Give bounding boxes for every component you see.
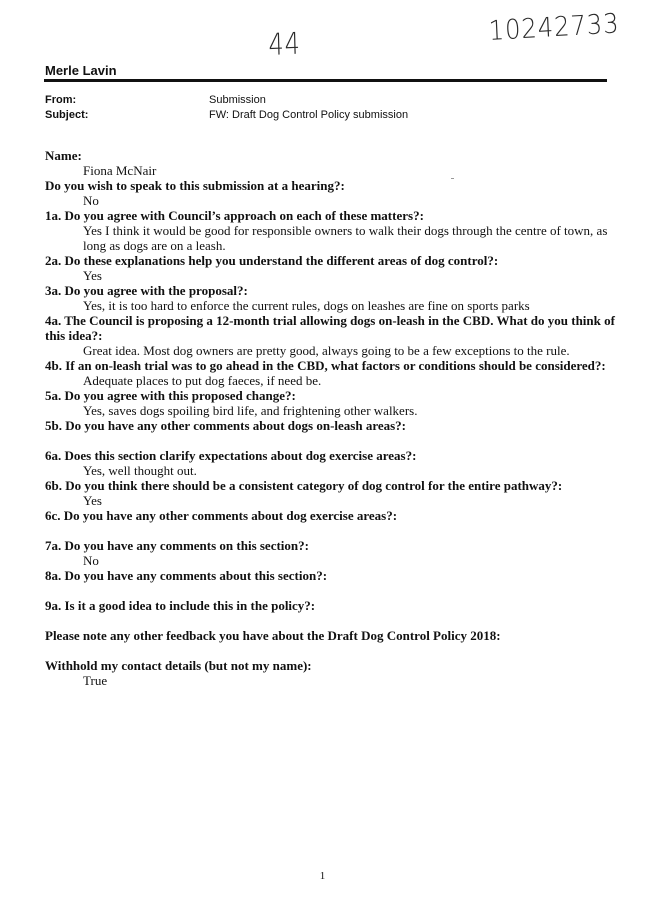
answer-4a: Great idea. Most dog owners are pretty good, always going to be a few exceptions to the rule.: [83, 343, 570, 358]
answer-gap: [45, 643, 615, 658]
answer-6b: Yes: [83, 493, 102, 508]
answer-5a: Yes, saves dogs spoiling bird life, and frightening other walkers.: [83, 403, 418, 418]
subject-label: Subject:: [45, 109, 89, 121]
name-value: Fiona McNair: [83, 163, 157, 178]
handwritten-reference: 10242733: [488, 8, 621, 47]
answer-4b: Adequate places to put dog faeces, if need be.: [83, 373, 322, 388]
from-label: From:: [45, 94, 77, 106]
header-divider: [44, 79, 607, 82]
answer-gap: [45, 523, 615, 538]
name-label: Name:: [45, 148, 82, 163]
question-9a: 9a. Is it a good idea to include this in the policy?:: [45, 598, 316, 613]
question-6c: 6c. Do you have any other comments about dog exercise areas?:: [45, 508, 398, 523]
subject-value: FW: Draft Dog Control Policy submission: [209, 109, 409, 121]
question-feedback: Please note any other feedback you have about the Draft Dog Control Policy 2018:: [45, 628, 501, 643]
answer-hearing: No: [83, 193, 99, 208]
answer-3a: Yes, it is too hard to enforce the current rules, dogs on leashes are fine on sports parks: [83, 298, 530, 313]
answer-gap: [45, 583, 615, 598]
answer-2a: Yes: [83, 268, 102, 283]
handwritten-number: 44: [268, 26, 302, 63]
answer-gap: [45, 433, 615, 448]
question-hearing: Do you wish to speak to this submission at a hearing?:: [45, 178, 345, 193]
submission-body: [45, 148, 615, 688]
answer-withhold: True: [83, 673, 108, 688]
answer-6a: Yes, well thought out.: [83, 463, 197, 478]
question-5a: 5a. Do you agree with this proposed change?:: [45, 388, 296, 403]
question-6b: 6b. Do you think there should be a consistent category of dog control for the entire pathway?:: [45, 478, 563, 493]
question-4b: 4b. If an on-leash trial was to go ahead in the CBD, what factors or conditions should be considered?:: [45, 358, 606, 373]
question-2a: 2a. Do these explanations help you understand the different areas of dog control?:: [45, 253, 499, 268]
question-6a: 6a. Does this section clarify expectations about dog exercise areas?:: [45, 448, 417, 463]
sender-name: Merle Lavin: [45, 63, 117, 78]
question-7a: 7a. Do you have any comments on this section?:: [45, 538, 309, 553]
question-8a: 8a. Do you have any comments about this section?:: [45, 568, 328, 583]
answer-7a: No: [83, 553, 99, 568]
page-number: 1: [319, 870, 326, 882]
question-1a: 1a. Do you agree with Council’s approach on each of these matters?:: [45, 208, 424, 223]
question-3a: 3a. Do you agree with the proposal?:: [45, 283, 248, 298]
from-value: Submission: [209, 94, 266, 106]
question-5b: 5b. Do you have any other comments about dogs on-leash areas?:: [45, 418, 407, 433]
question-withhold: Withhold my contact details (but not my name):: [45, 658, 312, 673]
question-4a: 4a. The Council is proposing a 12-month trial allowing dogs on-leash in the CBD. What do you think of this idea?:: [45, 313, 615, 343]
answer-1a: Yes I think it would be good for responsible owners to walk their dogs through the centre of town, as long as dogs are on a leash.: [83, 223, 608, 253]
answer-gap: [45, 613, 615, 628]
